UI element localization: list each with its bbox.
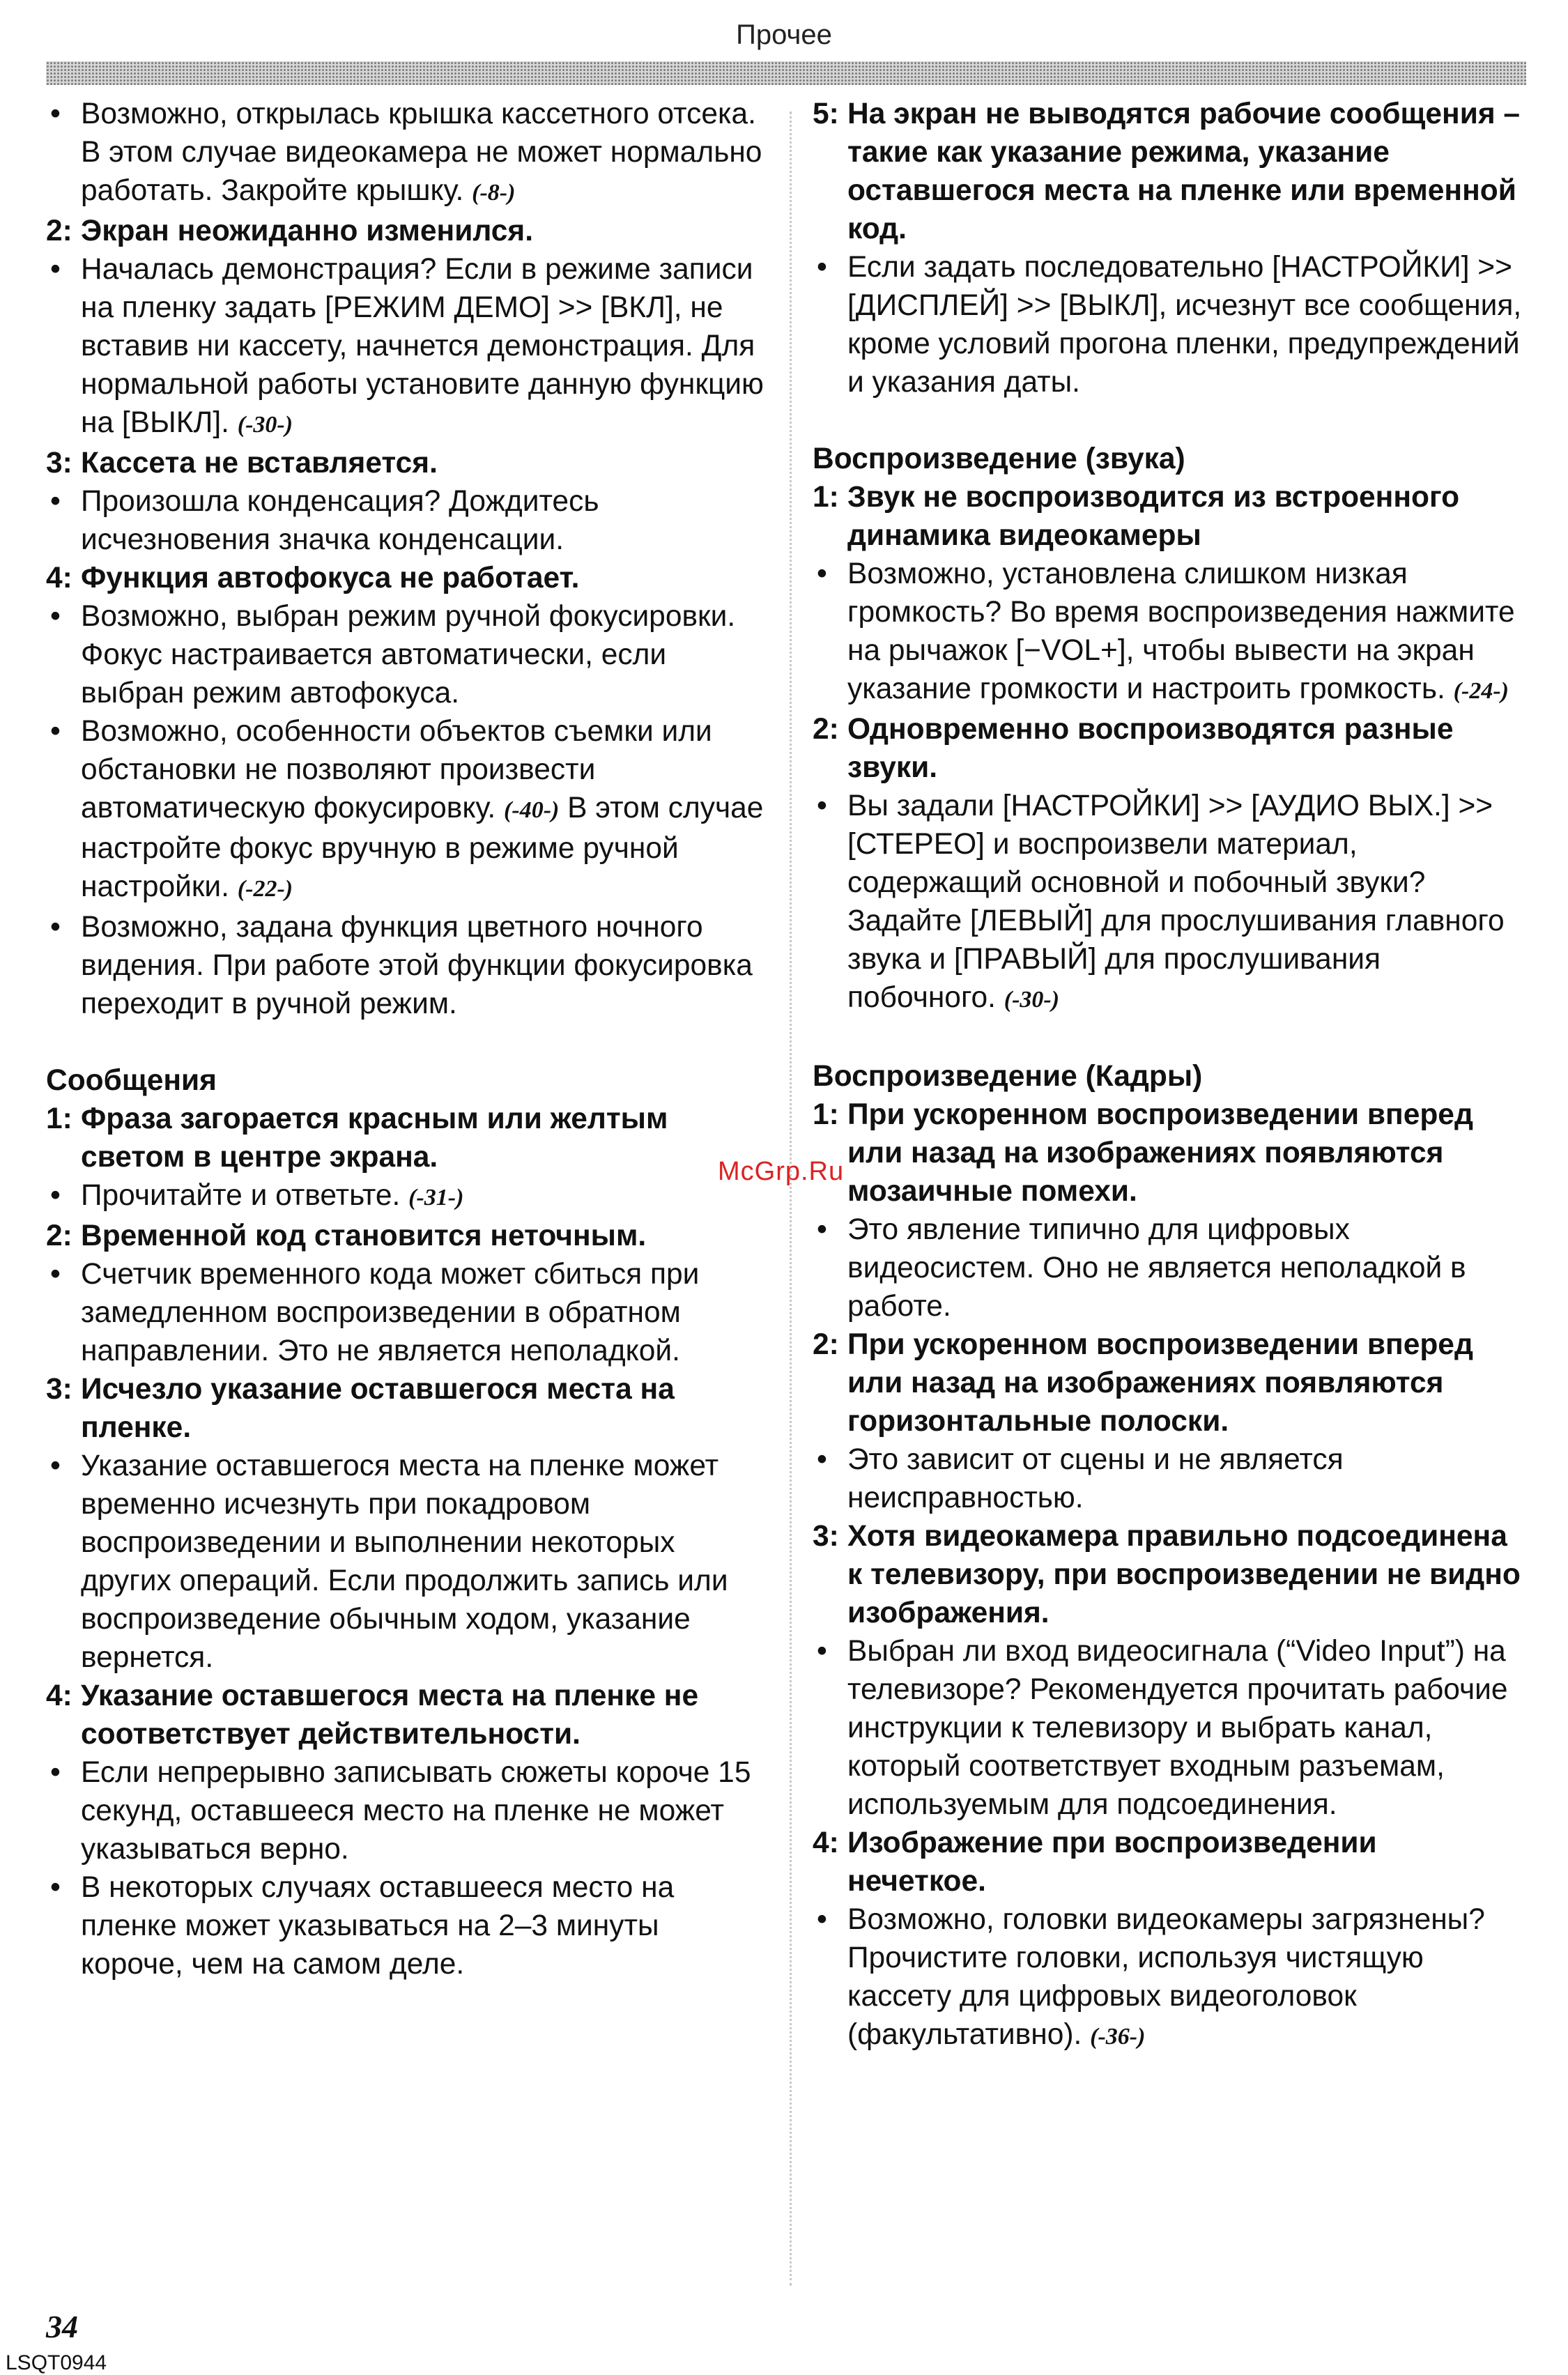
page-ref: (-30-) [1004, 987, 1060, 1013]
section-title-frame-playback: Воспроизведение (Кадры) [813, 1060, 1203, 1093]
list-item: • Возможно, открылась крышка кассетного отсека. В этом случае видеокамера не может нормально работать. Закройте крышку. (-8-) [46, 95, 764, 212]
problem-heading: 3: Исчезло указание оставшегося места на пленке. [46, 1373, 675, 1444]
problem-heading: 1: Фраза загорается красным или желтым светом в центре экрана. [46, 1102, 668, 1174]
page-ref: (-40-) [504, 797, 560, 823]
page-ref: (-8-) [472, 180, 516, 206]
problem-heading: 3: Кассета не вставляется. [46, 447, 438, 479]
list-item: • Началась демонстрация? Если в режиме записи на пленку задать [РЕЖИМ ДЕМО] >> [ВКЛ], не вставив ни кассету, начнется демонстрация. Для нормальной работы установите данную функцию на [ВЫКЛ]. (-30-) [46, 250, 764, 444]
page-header-title: Прочее [736, 20, 832, 50]
problem-heading: 2: Временной код становится неточным. [46, 1220, 647, 1252]
problem-heading: 4: Функция автофокуса не работает. [46, 562, 580, 594]
list-item: • Счетчик временного кода может сбиться при замедленном воспроизведении в обратном направлении. Это не является неполадкой. [46, 1255, 764, 1370]
page-ref: (-36-) [1090, 2024, 1146, 2050]
header-band [46, 61, 1526, 85]
list-item: • Возможно, особенности объектов съемки или обстановки не позволяют произвести автоматическую фокусировку. (-40-) В этом случае настройте фокус вручную в режиме ручной настройки. (-22-) [46, 712, 764, 908]
problem-heading: 4: Указание оставшегося места на пленке не соответствует действительности. [46, 1680, 699, 1751]
problem-heading: 3: Хотя видеокамера правильно подсоединена к телевизору, при воспроизведении не видно изображения. [813, 1520, 1521, 1629]
problem-heading: 4: Изображение при воспроизведении нечеткое. [813, 1827, 1377, 1898]
section-title-sound-playback: Воспроизведение (звука) [813, 443, 1185, 475]
right-column [813, 95, 1523, 2056]
list-item: • Произошла конденсация? Дождитесь исчезновения значка конденсации. [46, 482, 764, 559]
section-title-messages: Сообщения [46, 1064, 217, 1097]
page-ref: (-31-) [408, 1185, 464, 1210]
page-number: 34 [46, 2309, 78, 2344]
list-item: • Если непрерывно записывать сюжеты короче 15 секунд, оставшееся место на пленке не может указываться верно. [46, 1753, 764, 1868]
column-divider [790, 112, 792, 2286]
list-item: • Это зависит от сцены и не является неисправностью. [813, 1440, 1523, 1517]
page-ref: (-22-) [237, 876, 293, 902]
page-ref: (-30-) [237, 412, 293, 438]
list-item: • Прочитайте и ответьте. (-31-) [46, 1176, 764, 1217]
list-item: • Возможно, головки видеокамеры загрязнены? Прочистите головки, используя чистящую кассету для цифровых видеоголовок (факультативно). (-36-) [813, 1900, 1523, 2056]
list-item: • Если задать последовательно [НАСТРОЙКИ] >> [ДИСПЛЕЙ] >> [ВЫКЛ], исчезнут все сообщения, кроме условий прогона пленки, предупреждений и указания даты. [813, 248, 1523, 401]
problem-heading: 1: Звук не воспроизводится из встроенного динамика видеокамеры [813, 481, 1460, 552]
problem-heading: 2: Одновременно воспроизводятся разные звуки. [813, 713, 1454, 784]
page-ref: (-24-) [1453, 678, 1509, 704]
list-item: • Это явление типично для цифровых видеосистем. Оно не является неполадкой в работе. [813, 1210, 1523, 1325]
list-item: • Выбран ли вход видеосигнала (“Video Input”) на телевизоре? Рекомендуется прочитать рабочие инструкции к телевизору и выбрать канал, который соответствует входным разъемам, используемым для подсоединения. [813, 1632, 1523, 1824]
list-item: • Вы задали [НАСТРОЙКИ] >> [АУДИО ВЫХ.] >> [СТЕРЕО] и воспроизвели материал, содержащий основной и побочный звуки? Задайте [ЛЕВЫЙ] для прослушивания главного звука и [ПРАВЫЙ] для прослушивания побочного. (-30-) [813, 787, 1523, 1019]
problem-heading: 5: На экран не выводятся рабочие сообщения – такие как указание режима, указание оставшегося места на пленке или временной код. [813, 98, 1521, 245]
problem-heading: 2: Экран неожиданно изменился. [46, 215, 534, 247]
list-item: • Возможно, выбран режим ручной фокусировки. Фокус настраивается автоматически, если выбран режим автофокуса. [46, 597, 764, 712]
left-column [46, 95, 764, 1983]
watermark: McGrp.Ru [718, 1157, 845, 1186]
document-code: LSQT0944 [6, 2351, 107, 2374]
problem-heading: 1: При ускоренном воспроизведении вперед или назад на изображениях появляются мозаичные помехи. [813, 1098, 1473, 1208]
list-item: • Указание оставшегося места на пленке может временно исчезнуть при покадровом воспроизведении и выполнении некоторых других операций. Если продолжить запись или воспроизведение обычным ходом, указание вернется. [46, 1447, 764, 1677]
list-item: • В некоторых случаях оставшееся место на пленке может указываться на 2–3 минуты короче, чем на самом деле. [46, 1868, 764, 1983]
problem-heading: 2: При ускоренном воспроизведении вперед или назад на изображениях появляются горизонтальные полоски. [813, 1328, 1473, 1438]
list-item: • Возможно, установлена слишком низкая громкость? Во время воспроизведения нажмите на рычажок [−VOL+], чтобы вывести на экран указание громкости и настроить громкость. (-24-) [813, 555, 1523, 710]
list-item: • Возможно, задана функция цветного ночного видения. При работе этой функции фокусировка переходит в ручной режим. [46, 908, 764, 1023]
